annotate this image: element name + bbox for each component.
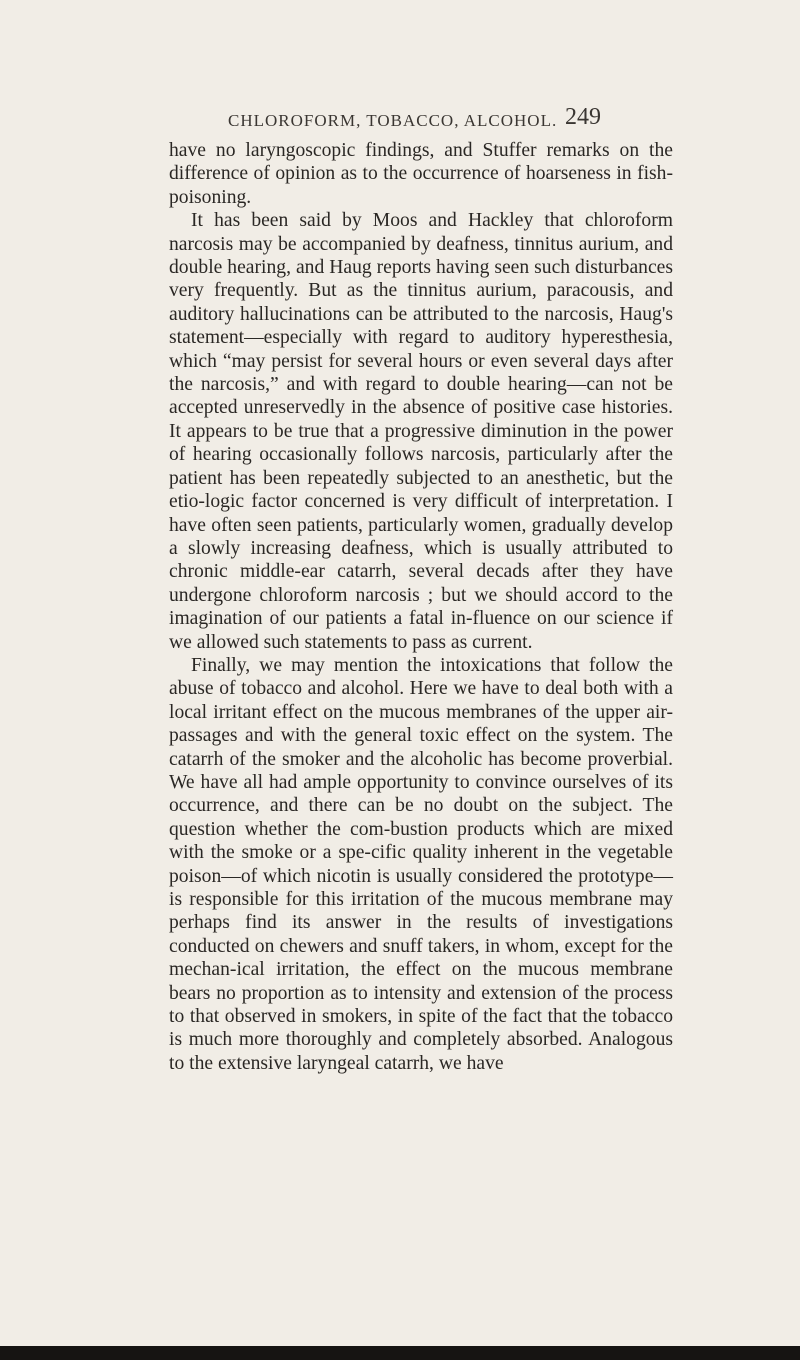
paragraph-tobacco-alcohol: Finally, we may mention the intoxications that follow the abuse of tobacco and alcohol. Here we have to deal both with a local irritant effect on the mucous membranes of the upper air-passages and with the general toxic effect on the system. The catarrh of the smoker and the alcoholic has become proverbial. We have all had ample opportunity to convince ourselves of its occurrence, and there can be no doubt on the subject. The question whether the com-bustion products which are mixed with the smoke or a spe-cific quality inherent in the vegetable poison—of which nicotin is usually considered the prototype—is responsible for this irritation of the mucous membrane may perhaps find its answer in the results of investigations conducted on chewers and snuff takers, in whom, except for the mechan-ical irritation, the effect on the mucous membrane bears no proportion as to intensity and extension of the process to that observed in smokers, in spite of the fact that the tobacco is much more thoroughly and completely absorbed. Analogous to the extensive laryngeal catarrh, we have xyxy=(169,654,673,1074)
body-text xyxy=(169,139,673,1075)
scan-edge-bar xyxy=(0,1346,800,1360)
page-number: 249 xyxy=(565,104,601,130)
paragraph-continuation: have no laryngoscopic findings, and Stuffer remarks on the difference of opinion as to the occurrence of hoarseness in fish-poisoning. xyxy=(169,140,673,208)
running-head: CHLOROFORM, TOBACCO, ALCOHOL. xyxy=(228,111,558,130)
paragraph-chloroform-hearing: It has been said by Moos and Hackley that chloroform narcosis may be accompanied by deafness, tinnitus aurium, and double hearing, and Haug reports having seen such disturbances very frequently. But as the tinnitus aurium, paracousis, and auditory hallucinations can be attributed to the narcosis, Haug's statement—especially with regard to auditory hyperesthesia, which “may persist for several hours or even several days after the narcosis,” and with regard to double hearing—can not be accepted unreservedly in the absence of positive case histories. It appears to be true that a progressive diminution in the power of hearing occasionally follows narcosis, particularly after the patient has been repeatedly subjected to an anesthetic, but the etio-logic factor concerned is very difficult of interpretation. I have often seen patients, particularly women, gradually develop a slowly increasing deafness, which is usually attributed to chronic middle-ear catarrh, several decads after they have undergone chloroform narcosis ; but we should accord to the imagination of our patients a fatal in-fluence on our science if we allowed such statements to pass as current. xyxy=(169,210,673,653)
